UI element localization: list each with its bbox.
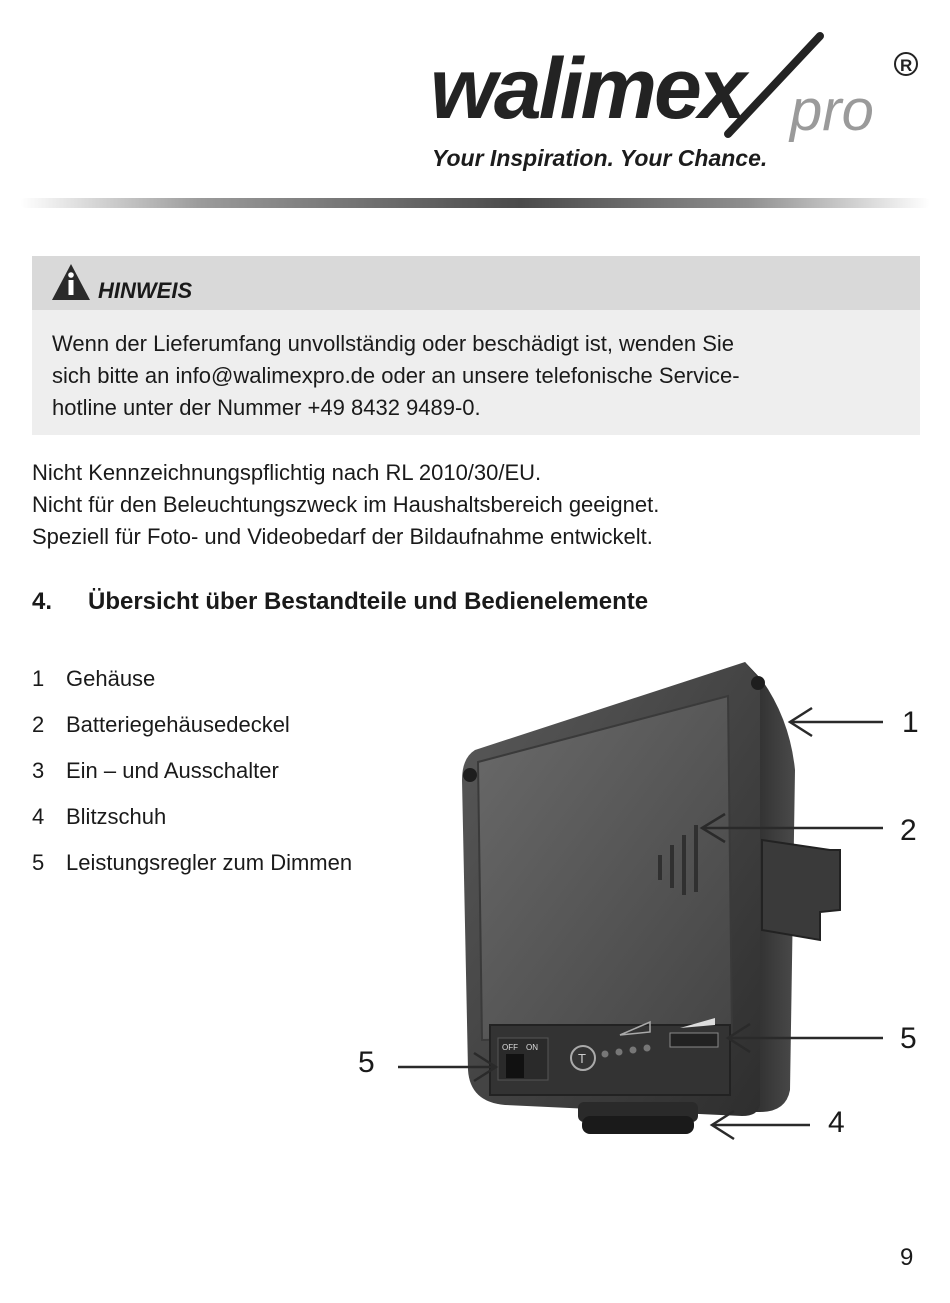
walimex-pro-logo bbox=[428, 30, 928, 150]
section-title: Übersicht über Bestandteile und Bedienelemente bbox=[88, 588, 649, 615]
callout-2: 2 bbox=[900, 814, 917, 847]
notice-text bbox=[52, 328, 912, 424]
notice-line: sich bitte an info@walimexpro.de oder an unsere telefonische Service- bbox=[52, 363, 740, 388]
legal-line: Nicht für den Beleuchtungszweck im Haushaltsbereich geeignet. bbox=[32, 492, 660, 517]
switch-off-label: OFF bbox=[502, 1043, 518, 1052]
list-item bbox=[32, 758, 352, 804]
header-divider bbox=[20, 198, 930, 208]
part-label: Ein – und Ausschalter bbox=[66, 758, 279, 783]
list-item bbox=[32, 804, 352, 850]
section-number: 4. bbox=[32, 588, 53, 615]
list-item bbox=[32, 666, 352, 712]
switch-on-label: ON bbox=[526, 1043, 538, 1052]
page-number: 9 bbox=[900, 1244, 914, 1271]
part-label: Gehäuse bbox=[66, 666, 156, 691]
tagline: Your Inspiration. Your Chance. bbox=[432, 145, 768, 171]
part-label: Batteriegehäusedeckel bbox=[66, 712, 290, 737]
legal-statements bbox=[32, 457, 659, 553]
callout-5-left: 5 bbox=[358, 1046, 375, 1079]
callout-1: 1 bbox=[902, 706, 919, 739]
led-light-illustration bbox=[350, 650, 950, 1150]
part-label: Leistungsregler zum Dimmen bbox=[66, 850, 353, 875]
notice-box bbox=[32, 256, 920, 435]
parts-list bbox=[32, 666, 352, 896]
notice-title: HINWEIS bbox=[98, 278, 193, 303]
part-number: 4 bbox=[32, 804, 45, 829]
notice-line: Wenn der Lieferumfang unvollständig oder beschädigt ist, wenden Sie bbox=[52, 331, 735, 356]
part-number: 2 bbox=[32, 712, 45, 737]
list-item bbox=[32, 712, 352, 758]
section-heading bbox=[32, 588, 648, 616]
power-button-label: T bbox=[578, 1051, 586, 1066]
part-number: 3 bbox=[32, 758, 45, 783]
part-number: 5 bbox=[32, 850, 45, 875]
notice-line: hotline unter der Nummer +49 8432 9489-0. bbox=[52, 395, 481, 420]
part-number: 1 bbox=[32, 666, 45, 691]
dimmer-wheel bbox=[670, 1033, 718, 1047]
part-label: Blitzschuh bbox=[66, 804, 167, 829]
legal-line: Nicht Kennzeichnungspflichtig nach RL 2010/30/EU. bbox=[32, 460, 542, 485]
callout-4: 4 bbox=[828, 1106, 845, 1139]
list-item bbox=[32, 850, 352, 896]
callout-5-right: 5 bbox=[900, 1022, 917, 1055]
registered-r: R bbox=[900, 56, 913, 75]
warning-icon bbox=[50, 262, 92, 302]
logo-brand: walimex bbox=[430, 41, 744, 137]
legal-line: Speziell für Foto- und Videobedarf der Bildaufnahme entwickelt. bbox=[32, 524, 653, 549]
logo-sub: pro bbox=[790, 78, 874, 143]
notice-header bbox=[32, 256, 920, 310]
